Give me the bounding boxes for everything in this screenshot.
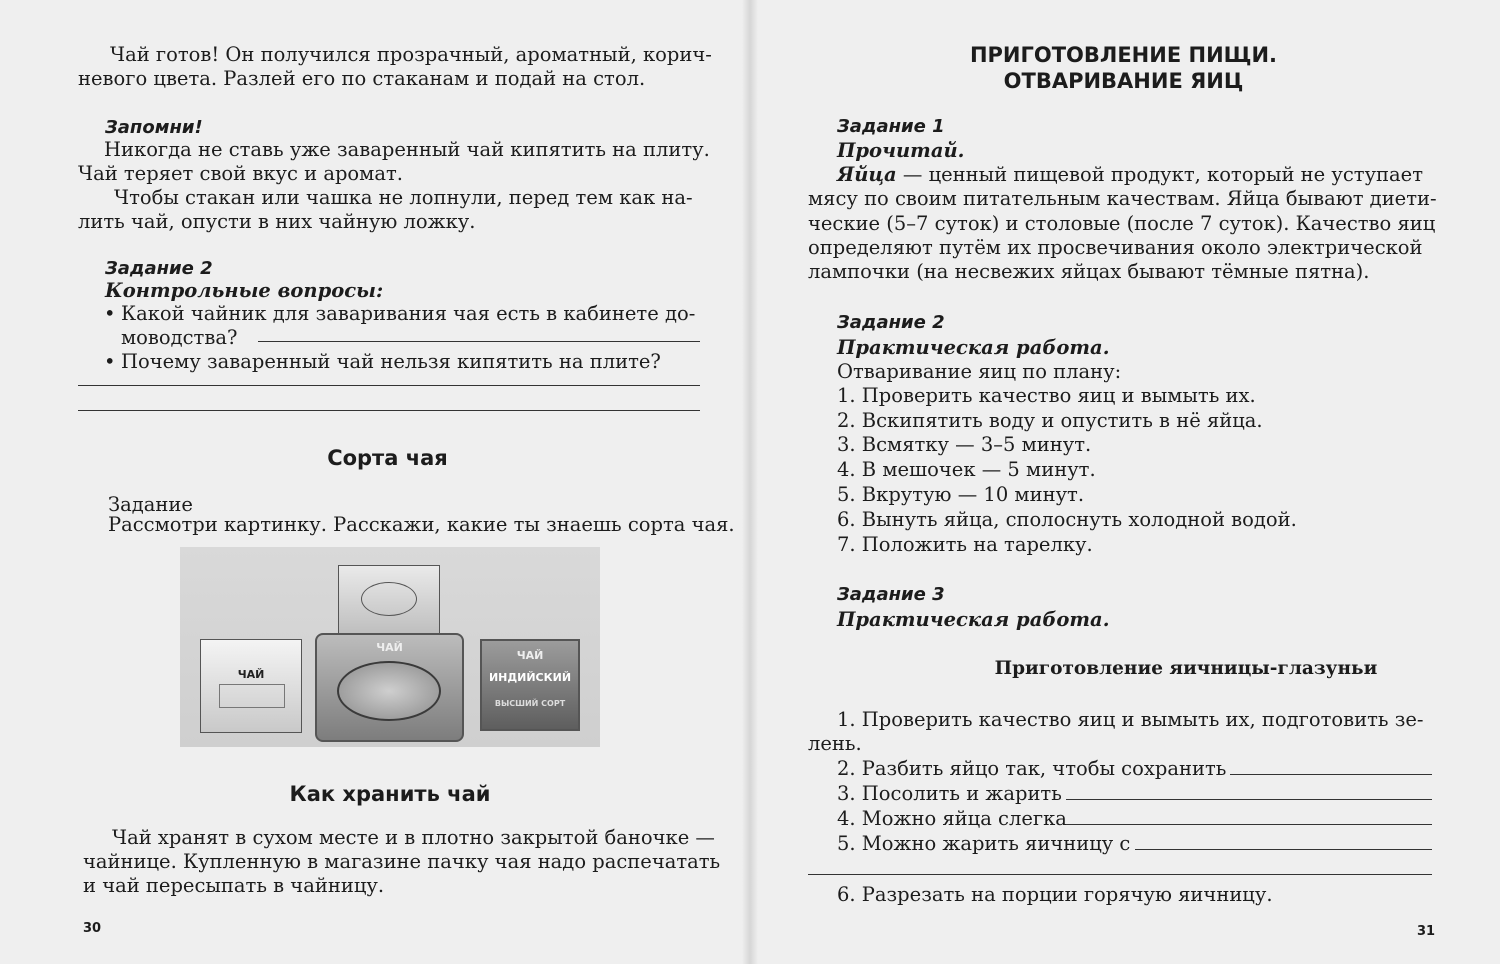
storage-line-1: Чай хранят в сухом месте и в плотно закрытой баночке —: [112, 826, 715, 849]
intro-line-2: невого цвета. Разлей его по стаканам и подай на стол.: [78, 67, 646, 90]
storage-line-2: чайнице. Купленную в магазине пачку чая надо распечатать: [83, 850, 721, 873]
task1-line-1-text: — ценный пищевой продукт, который не уступает: [896, 163, 1424, 186]
chapter-title-line-1: ПРИГОТОВЛЕНИЕ ПИЩИ.: [969, 43, 1278, 67]
task1-term: Яйца: [837, 163, 897, 186]
section1-task: Задание: [108, 493, 193, 516]
section-title-tea-sorts: Сорта чая: [327, 446, 448, 470]
section-title-tea-storage: Как хранить чай: [289, 782, 491, 806]
tea-box-right-label-mid: ИНДИЙСКИЙ: [488, 671, 572, 684]
fill-line: [808, 874, 1432, 875]
recipe-title: Приготовление яичницы-глазуньи: [994, 658, 1378, 679]
question-1-bullet: •: [104, 302, 116, 325]
answer-line: [78, 410, 700, 411]
plan-item-4: 4. В мешочек — 5 минут.: [837, 458, 1096, 481]
remember-line-2: Чай теряет свой вкус и аромат.: [78, 162, 403, 185]
tea-box-right-label-bottom: ВЫСШИЙ СОРТ: [494, 699, 566, 708]
plan-item-7: 7. Положить на тарелку.: [837, 533, 1093, 556]
task1-line-5: лампочки (на несвежих яйцах бывают тёмные пятна).: [808, 260, 1370, 283]
plan-item-2: 2. Вскипятить воду и опустить в нё яйца.: [837, 409, 1263, 432]
task2r-label: Задание 2: [837, 312, 945, 333]
right-page: [750, 0, 1500, 964]
chapter-title-line-2: ОТВАРИВАНИЕ ЯИЦ: [1003, 69, 1244, 93]
page-number-left: 30: [83, 921, 102, 936]
task2r-intro: Отваривание яиц по плану:: [837, 360, 1122, 383]
recipe-step-4: 4. Можно яйца слегка: [837, 807, 1067, 830]
tea-box-left: [200, 639, 302, 733]
recipe-step-5: 5. Можно жарить яичницу с: [837, 832, 1131, 855]
section1-text: Рассмотри картинку. Расскажи, какие ты знаешь сорта чая.: [108, 513, 735, 536]
task1-label: Задание 1: [837, 116, 945, 137]
fill-line: [1066, 799, 1432, 800]
tea-box-top: [338, 565, 440, 637]
tea-box-left-label: ЧАЙ: [237, 668, 265, 681]
tea-box-top-emblem: [361, 582, 417, 616]
task1-subtitle: Прочитай.: [837, 139, 965, 162]
recipe-step-1-line-1: 1. Проверить качество яиц и вымыть их, подготовить зе-: [837, 708, 1424, 731]
tea-box-right-label-top: ЧАЙ: [516, 649, 544, 662]
task1-line-1: [837, 163, 1423, 187]
tea-box-right: [480, 639, 580, 731]
fill-line: [1135, 849, 1432, 850]
question-2-bullet: •: [104, 350, 116, 373]
task3-label: Задание 3: [837, 584, 945, 605]
recipe-step-3: 3. Посолить и жарить: [837, 782, 1062, 805]
question-2-line-1: Почему заваренный чай нельзя кипятить на плите?: [121, 350, 661, 373]
intro-line-1: Чай готов! Он получился прозрачный, ароматный, корич-: [110, 43, 712, 66]
plan-item-1: 1. Проверить качество яиц и вымыть их.: [837, 384, 1256, 407]
answer-line: [258, 341, 700, 342]
question-1-line-2: моводства?: [121, 326, 238, 349]
plan-item-3: 3. Всмятку — 3–5 минут.: [837, 433, 1092, 456]
storage-line-3: и чай пересыпать в чайницу.: [83, 874, 385, 897]
plan-item-6: 6. Вынуть яйца, сполоснуть холодной водой.: [837, 508, 1297, 531]
task2-subtitle: Контрольные вопросы:: [105, 279, 384, 302]
tea-tins-photo: [180, 547, 600, 747]
answer-line: [78, 385, 700, 386]
remember-line-3: Чтобы стакан или чашка не лопнули, перед тем как на-: [114, 186, 693, 209]
page-number-right: 31: [1417, 924, 1436, 939]
tea-tin-center: [315, 633, 464, 742]
question-1-line-1: Какой чайник для заваривания чая есть в кабинете до-: [121, 302, 696, 325]
remember-line-1: Никогда не ставь уже заваренный чай кипятить на плиту.: [104, 138, 710, 161]
fill-line: [1066, 824, 1432, 825]
fill-line: [1230, 774, 1432, 775]
remember-label: Запомни!: [105, 117, 203, 138]
tea-box-left-emblem: [219, 684, 285, 708]
recipe-step-2: 2. Разбить яйцо так, чтобы сохранить: [837, 757, 1227, 780]
recipe-step-6: 6. Разрезать на порции горячую яичницу.: [837, 883, 1273, 906]
task1-line-4: определяют путём их просвечивания около электрической: [808, 236, 1423, 259]
task3-subtitle: Практическая работа.: [837, 608, 1110, 631]
plan-item-5: 5. Вкрутую — 10 минут.: [837, 483, 1085, 506]
task2r-subtitle: Практическая работа.: [837, 336, 1110, 359]
task1-line-3: ческие (5–7 суток) и столовые (после 7 суток). Качество яиц: [808, 212, 1436, 235]
recipe-step-1-line-2: лень.: [808, 732, 862, 755]
task2-label: Задание 2: [105, 258, 213, 279]
remember-line-4: лить чай, опусти в них чайную ложку.: [78, 210, 476, 233]
task1-line-2: мясу по своим питательным качествам. Яйца бывают диети-: [808, 187, 1437, 210]
tea-tin-center-emblem: [337, 661, 441, 721]
tea-tin-center-label: ЧАЙ: [376, 641, 403, 654]
